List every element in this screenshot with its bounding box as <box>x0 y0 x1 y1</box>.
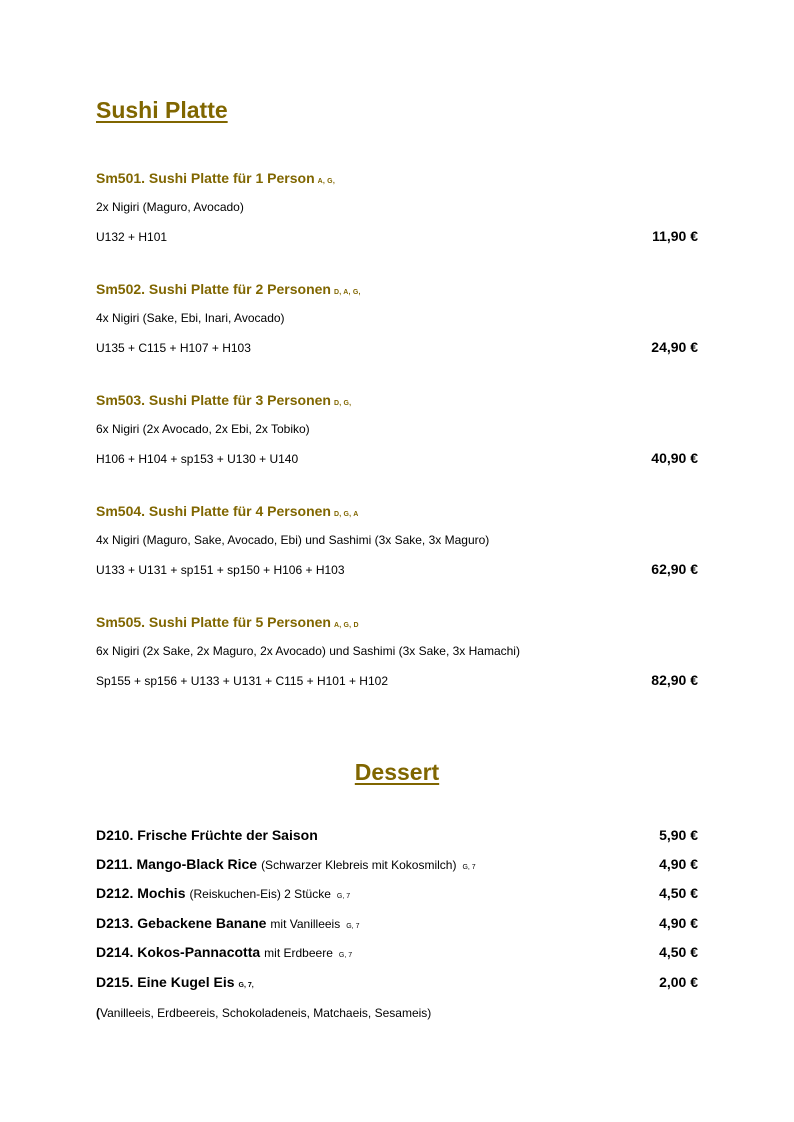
allergen-codes: A, G, <box>317 178 335 185</box>
allergen-codes: G, 7 <box>338 952 353 959</box>
allergen-codes: D, A, G, <box>333 289 361 296</box>
menu-item-sm503 <box>96 391 698 467</box>
dessert-name: D213. Gebackene Banane <box>96 915 267 931</box>
dessert-item-d213 <box>96 915 698 935</box>
dessert-name: D211. Mango-Black Rice <box>96 856 258 872</box>
dessert-description: mit Erdbeere <box>264 946 333 960</box>
dessert-item-d214 <box>96 944 698 964</box>
dessert-name: D215. Eine Kugel Eis <box>96 974 235 990</box>
dessert-price: 4,50 € <box>659 885 698 901</box>
item-codes-row <box>96 449 698 467</box>
allergen-codes: G, 7 <box>336 893 351 900</box>
item-title: Sm505. Sushi Platte für 5 Personen A, G, D <box>96 614 359 630</box>
dessert-name: D214. Kokos-Pannacotta <box>96 944 261 960</box>
menu-item-sm504 <box>96 502 698 578</box>
item-codes: U133 + U131 + sp151 + sp150 + H106 + H103 <box>96 563 345 577</box>
dessert-item-d210 <box>96 827 698 847</box>
item-codes: U132 + H101 <box>96 230 168 244</box>
item-codes: H106 + H104 + sp153 + U130 + U140 <box>96 452 299 466</box>
item-price: 62,90 € <box>651 561 698 577</box>
section-heading-dessert: Dessert <box>354 759 440 785</box>
allergen-codes: G, 7 <box>462 864 476 871</box>
ice-cream-flavors-note: (Vanilleeis, Erdbeereis, Schokoladeneis, Matchaeis, Sesameis) <box>96 1006 432 1020</box>
allergen-codes: G, 7 <box>346 923 360 930</box>
dessert-item-d215 <box>96 974 698 994</box>
dessert-item-d212 <box>96 885 698 905</box>
item-price: 82,90 € <box>651 672 698 688</box>
menu-item-sm502 <box>96 280 698 356</box>
item-price: 24,90 € <box>651 339 698 355</box>
dessert-price: 4,50 € <box>659 944 698 960</box>
item-title: Sm503. Sushi Platte für 3 Personen D, G, <box>96 392 352 408</box>
dessert-description: (Reiskuchen-Eis) 2 Stücke <box>189 887 331 901</box>
item-description: 6x Nigiri (2x Sake, 2x Maguro, 2x Avocado) und Sashimi (3x Sake, 3x Hamachi) <box>96 644 520 658</box>
section-heading-sushi: Sushi Platte <box>96 97 228 123</box>
item-price: 40,90 € <box>651 450 698 466</box>
menu-item-sm505 <box>96 613 698 689</box>
item-description: 6x Nigiri (2x Avocado, 2x Ebi, 2x Tobiko) <box>96 422 310 436</box>
item-description: 2x Nigiri (Maguro, Avocado) <box>96 200 244 214</box>
dessert-price: 5,90 € <box>659 827 698 843</box>
item-codes-row <box>96 671 698 689</box>
item-codes-row <box>96 227 698 245</box>
dessert-item-d211 <box>96 856 698 876</box>
item-title: Sm501. Sushi Platte für 1 Person A, G, <box>96 170 335 186</box>
allergen-codes: D, G, <box>333 400 352 407</box>
dessert-price: 4,90 € <box>659 915 698 931</box>
allergen-codes: D, G, A <box>333 511 359 518</box>
item-description: 4x Nigiri (Sake, Ebi, Inari, Avocado) <box>96 311 285 325</box>
dessert-price: 2,00 € <box>659 974 698 990</box>
item-title: Sm504. Sushi Platte für 4 Personen D, G, A <box>96 503 359 519</box>
allergen-codes: G, 7, <box>238 982 254 989</box>
menu-item-sm501 <box>96 169 698 245</box>
dessert-description: mit Vanilleeis <box>270 917 341 931</box>
item-codes: U135 + C115 + H107 + H103 <box>96 341 251 355</box>
item-title: Sm502. Sushi Platte für 2 Personen D, A, G, <box>96 281 361 297</box>
item-price: 11,90 € <box>652 228 698 244</box>
allergen-codes: A, G, D <box>333 622 359 629</box>
item-codes: Sp155 + sp156 + U133 + U131 + C115 + H101 + H102 <box>96 674 388 688</box>
dessert-description: (Schwarzer Klebreis mit Kokosmilch) <box>261 858 457 872</box>
item-description: 4x Nigiri (Maguro, Sake, Avocado, Ebi) und Sashimi (3x Sake, 3x Maguro) <box>96 533 490 547</box>
dessert-name: D210. Frische Früchte der Saison <box>96 827 318 843</box>
item-codes-row <box>96 560 698 578</box>
item-codes-row <box>96 338 698 356</box>
dessert-price: 4,90 € <box>659 856 698 872</box>
dessert-name: D212. Mochis <box>96 885 186 901</box>
